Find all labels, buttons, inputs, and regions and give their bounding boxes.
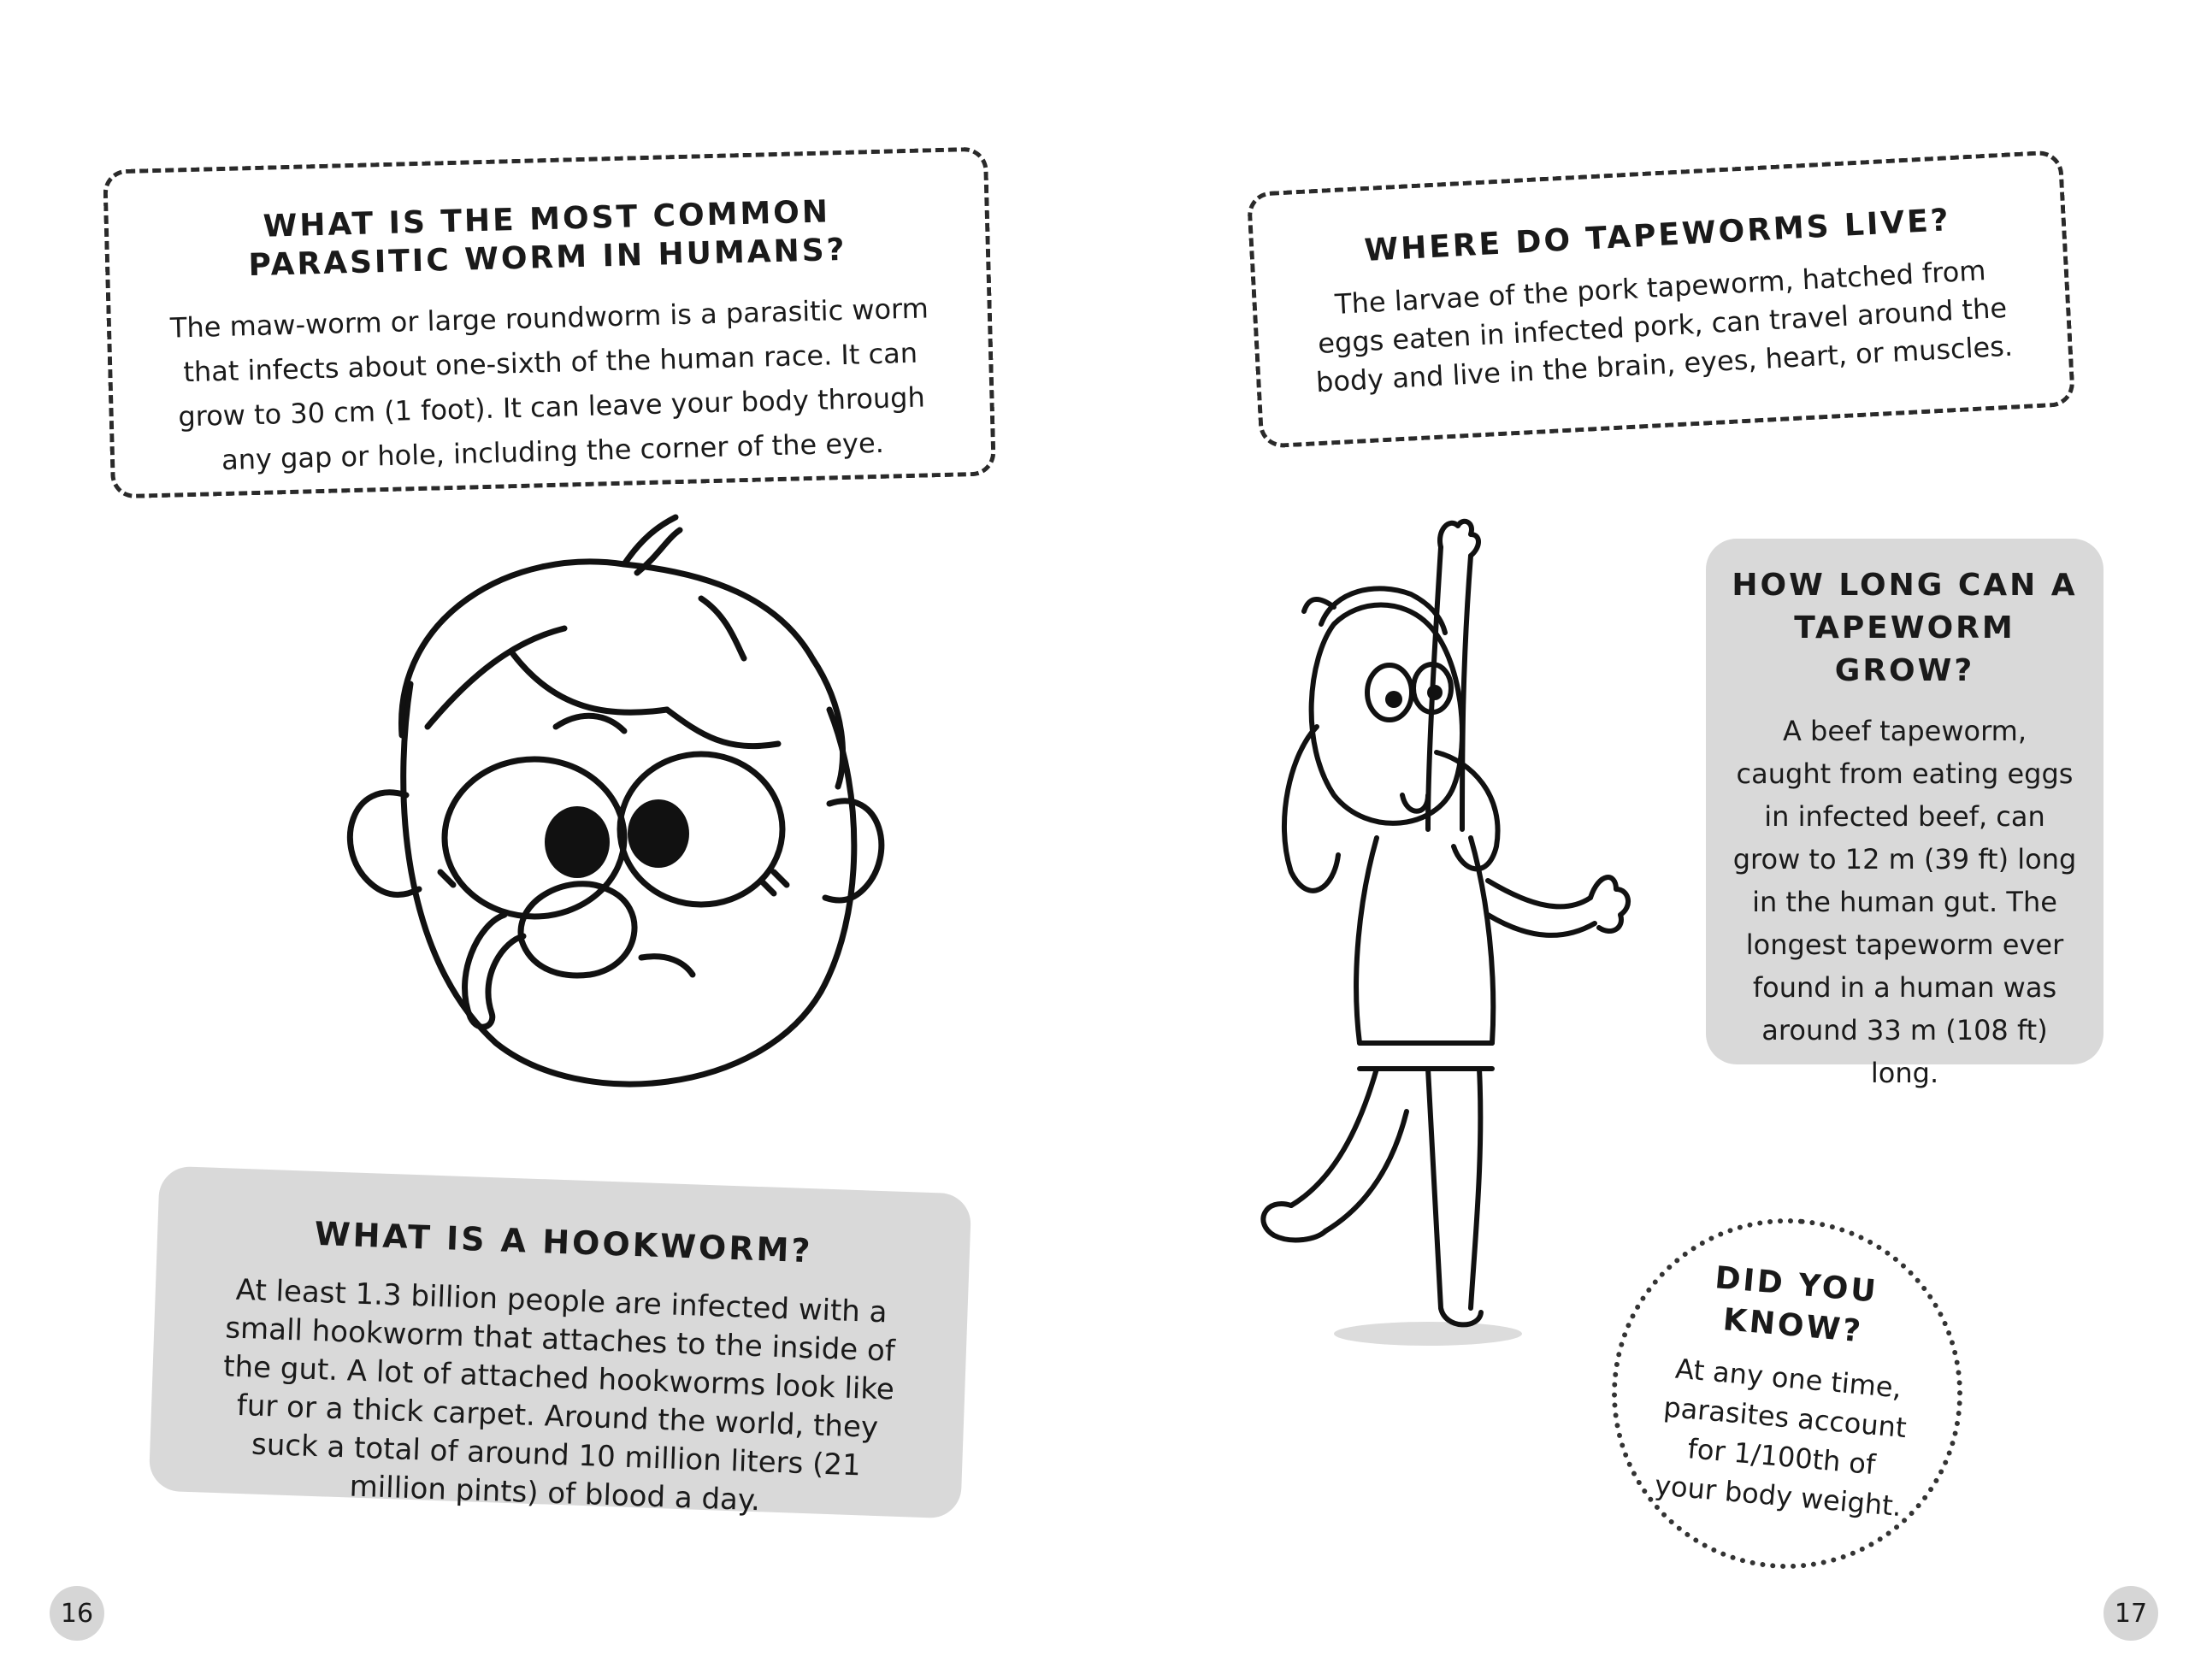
- hookworm-heading: WHAT IS A HOOKWORM?: [314, 1214, 814, 1270]
- roundworm-heading: WHAT IS THE MOST COMMON PARASITIC WORM IN HUMANS?: [248, 194, 848, 284]
- tapeworm-live-body: The larvae of the pork tapeworm, hatched from eggs eaten in infected pork, can travel around the body and live in the brain, eyes, heart, or muscles.: [1315, 254, 2014, 399]
- tapeworm-live-question-box: [1247, 150, 2075, 449]
- girl-dancing-illustration: [1257, 513, 1702, 1368]
- page-number-right: 17: [2103, 1586, 2158, 1641]
- hookworm-question-box: [149, 1166, 972, 1519]
- tapeworm-live-heading: WHERE DO TAPEWORMS LIVE?: [1363, 203, 1952, 269]
- page-number-left: 16: [50, 1586, 104, 1641]
- tapeworm-grow-heading: HOW LONG CAN A TAPEWORM GROW?: [1732, 568, 2078, 688]
- tapeworm-grow-body: A beef tapeworm, caught from eating eggs in infected beef, can grow to 12 m (39 ft) long in the human gut. The longest tapeworm ever found in a human was around 33 m (108 ft) long.: [1732, 715, 2077, 1089]
- tapeworm-grow-question-box: [1706, 539, 2103, 1089]
- did-you-know-heading: DID YOU KNOW?: [1714, 1260, 1880, 1350]
- hookworm-body: At least 1.3 billion people are infected with a small hookworm that attaches to the inside of the gut. A lot of attached hookworms look like fur or a thick carpet. Around the world, they suck a total of around 10 million liters (21 million pints) of blood a day.: [222, 1272, 896, 1518]
- roundworm-question-box: [103, 147, 996, 499]
- roundworm-body: The maw-worm or large roundworm is a parasitic worm that infects about one-sixth of the human race. It can grow to 30 cm (1 foot). It can leave your body through any gap or hole, including the corner of the eye.: [169, 292, 929, 477]
- boy-face-illustration: [299, 513, 915, 1111]
- did-you-know-body: At any one time, parasites account for 1/100th of your body weight.: [1653, 1352, 1909, 1524]
